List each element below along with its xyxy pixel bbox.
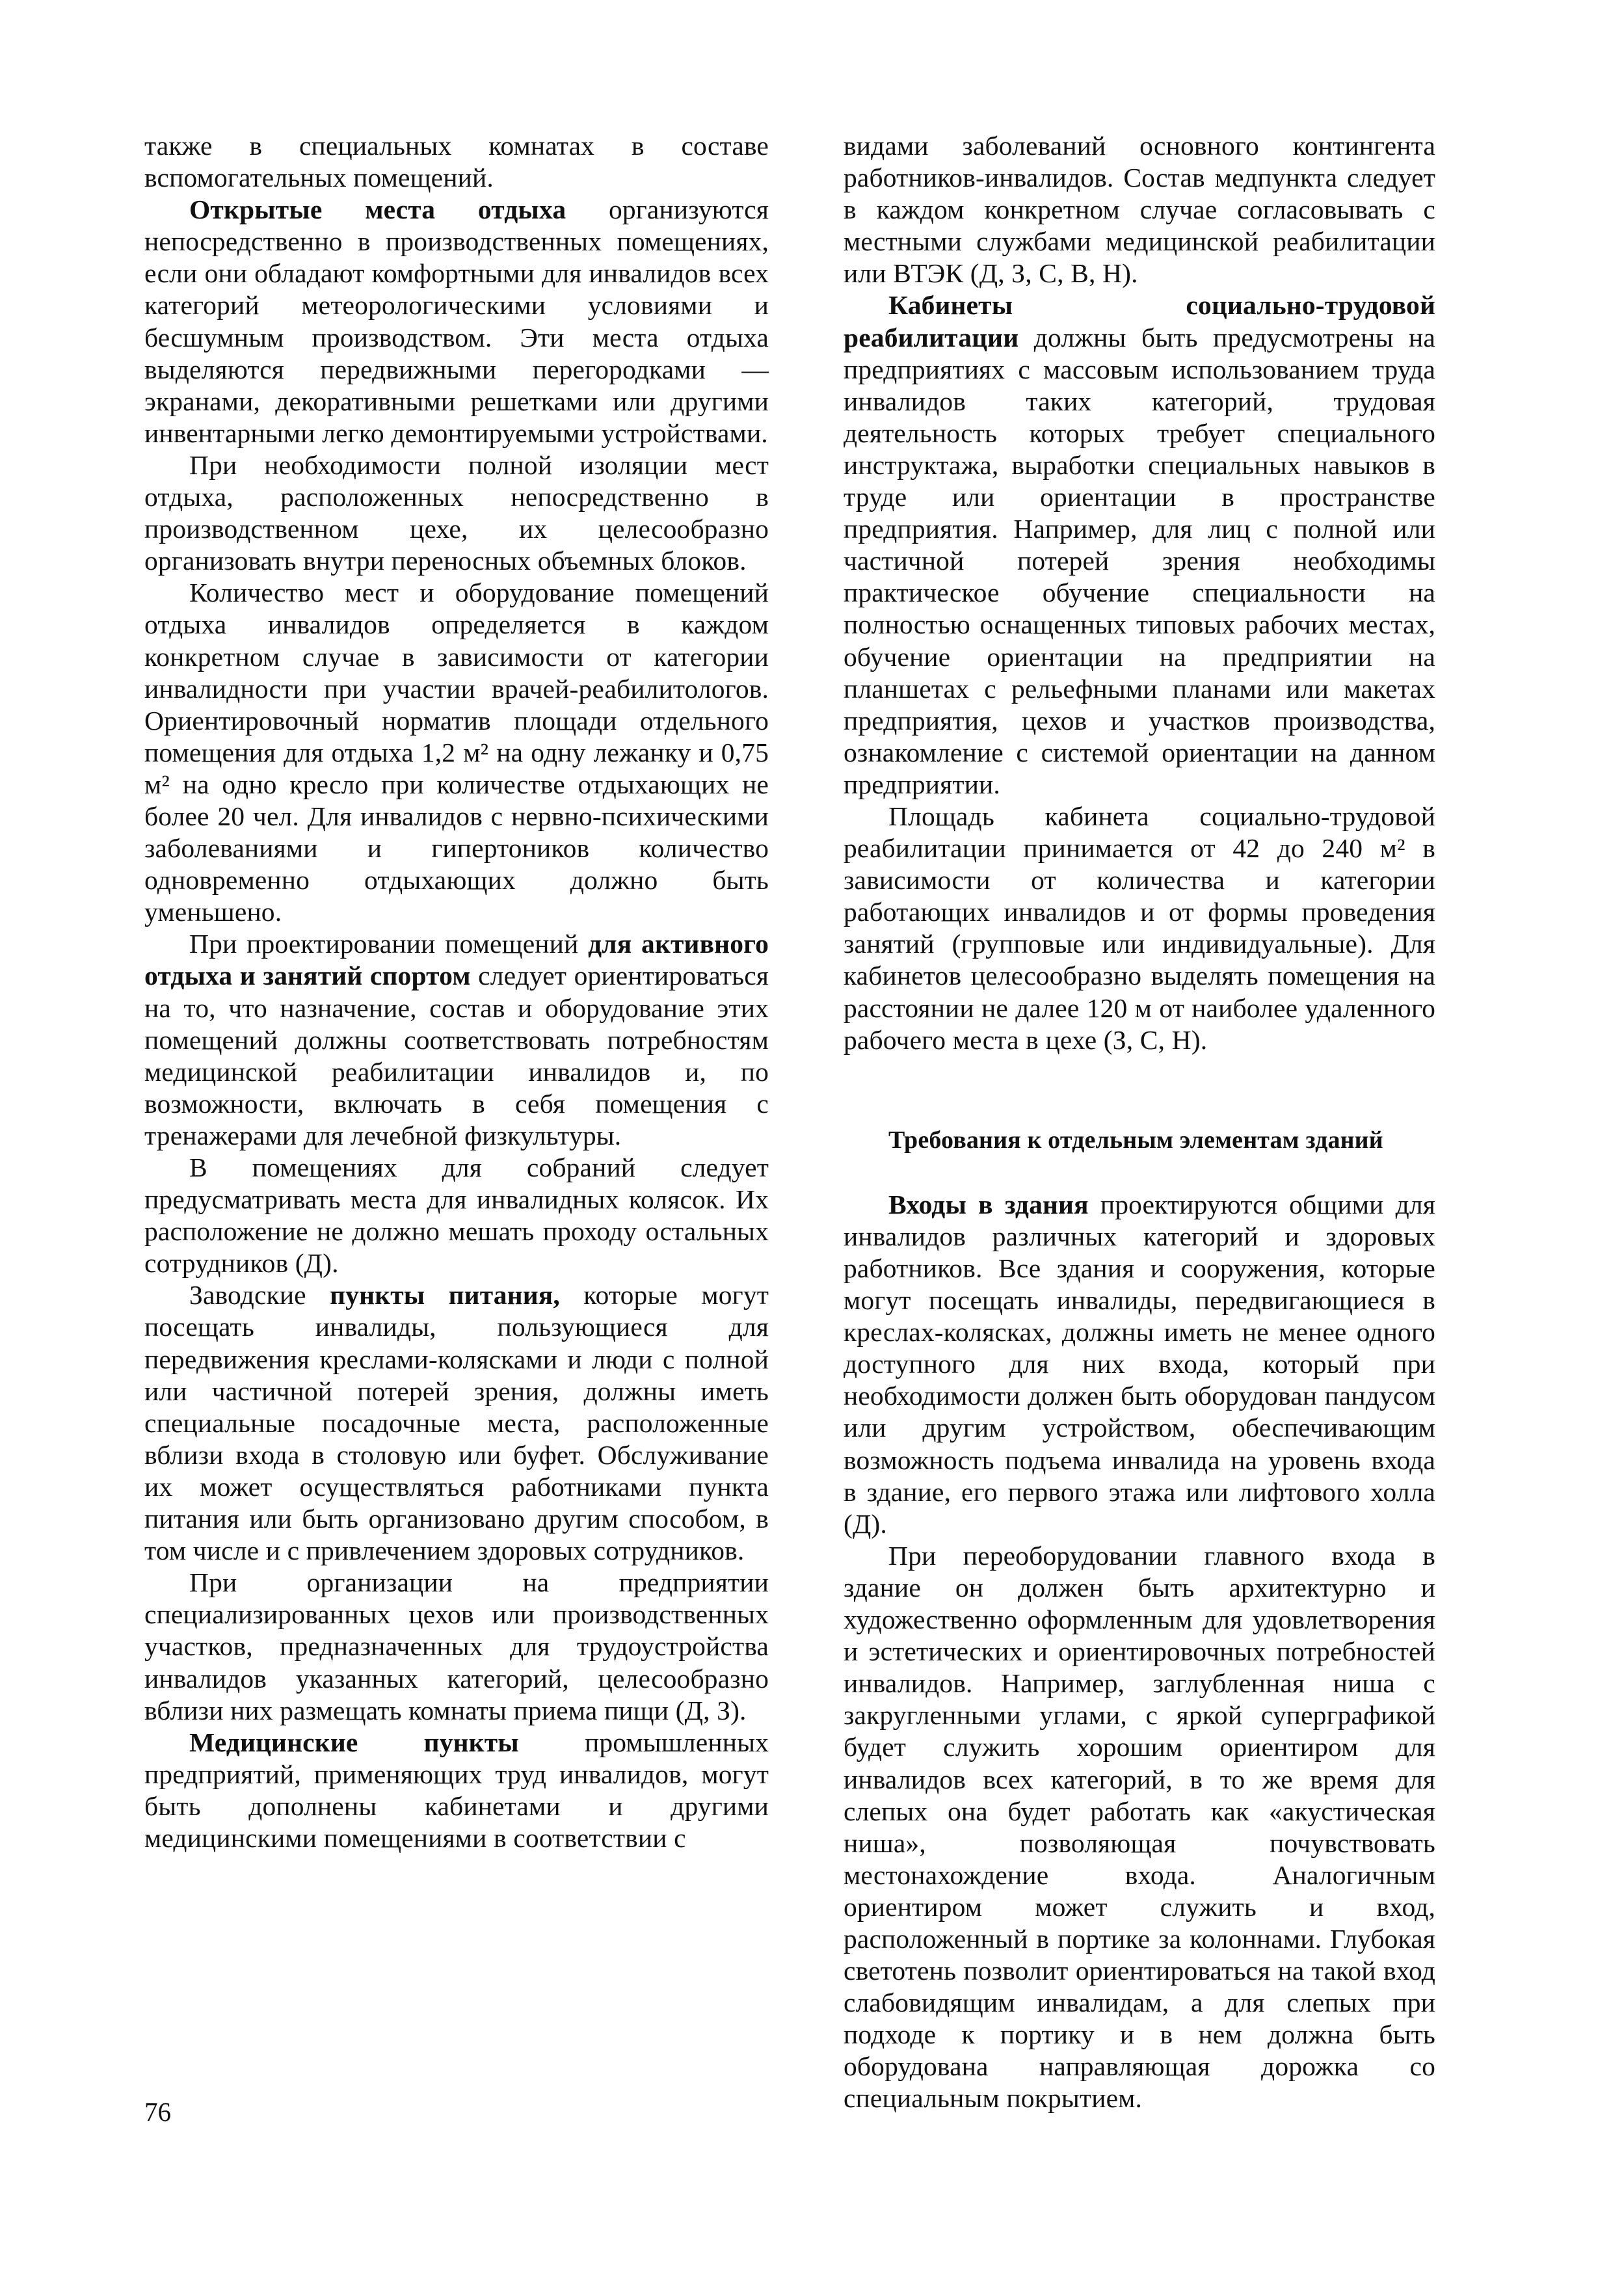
paragraph: Заводские пункты питания, которые могут посещать инвалиды, пользующиеся для передвижения креслами-колясками и люди с полной или частичной потерей зрения, должны иметь специальные посадочные места, расположенные вблизи входа в столовую или буфет. Обслуживание их может осуществляться работниками пункта питания или быть организовано другим способом, в том числе и с привлечением здоровых сотрудников. — [144, 1280, 769, 1566]
bold-term: пункты питания, — [330, 1280, 560, 1310]
bold-term: Кабинеты социально-трудовой реабилитации — [844, 290, 1435, 353]
paragraph: видами заболеваний основного контингента работников-инвалидов. Состав медпункта следует в каждом конкретном случае согласовывать с местными службами медицинской реабилитации или ВТЭК (Д, З, С, В, Н). — [844, 131, 1435, 289]
bold-term: для активного отдыха и занятий спортом — [144, 929, 769, 991]
bold-term: Медицинские пункты — [189, 1727, 519, 1757]
paragraph: При переоборудовании главного входа в здание он должен быть архитектурно и художественно оформленным для удовлетворения и эстетических и ориентировочных потребностей инвалидов. Например, заглубленная ниша с закругленными углами, с яркой суперграфикой будет служить хорошим ориентиром для инвалидов всех категорий, в то же время для слепых она будет работать как «акустическая ниша», позволяющая почувствовать местонахождение входа. Аналогичным ориентиром может служить и вход, расположенный в портике за колоннами. Глубокая светотень позволит ориентироваться на такой вход слабовидящим инвалидам, а для слепых при подходе к портику и в нем должна быть оборудована направляющая дорожка со специальным покрытием. — [844, 1540, 1435, 2114]
section-heading: Требования к отдельным элементам зданий — [888, 1126, 1383, 1154]
paragraph: В помещениях для собраний следует предусматривать места для инвалидных колясок. Их расположение не должно мешать проходу остальных сотрудников (Д). — [144, 1152, 769, 1279]
scan-edge — [1436, 117, 1624, 2159]
paragraph: Кабинеты социально-трудовой реабилитации должны быть предусмотрены на предприятиях с массовым использованием труда инвалидов таких категорий, трудовая деятельность которых требует специального инструктажа, выработки специальных навыков в труде или ориентации в пространстве предприятия. Например, для лиц с полной или частичной потерей зрения необходимы практическое обучение специальности на полностью оснащенных типовых рабочих местах, обучение ориентации на предприятии на планшетах с рельефными планами или макетах предприятия, цехов и участков производства, ознакомление с системой ориентации на данном предприятии. — [844, 290, 1435, 799]
paragraph: также в специальных комнатах в составе вспомогательных помещений. — [144, 131, 769, 193]
paragraph: Открытые места отдыха организуются непосредственно в производственных помещениях, если они обладают комфортными для инвалидов всех категорий метеорологическими условиями и бесшумным производством. Эти места отдыха выделяются передвижными перегородками — экранами, декоративными решетками или другими инвентарными легко демонтируемыми устройствами. — [144, 194, 769, 448]
paragraph: Входы в здания проектируются общими для инвалидов различных категорий и здоровых работников. Все здания и сооружения, которые могут посещать инвалиды, передвигающиеся в креслах-колясках, должны иметь не менее одного доступного для них входа, который при необходимости должен быть оборудован пандусом или другим устройством, обеспечивающим возможность подъема инвалида на уровень входа в здание, его первого этажа или лифтового холла (Д). — [844, 1189, 1435, 1539]
paragraph: Количество мест и оборудование помещений отдыха инвалидов определяется в каждом конкретном случае в зависимости от категории инвалидности при участии врачей-реабилитологов. Ориентировочный норматив площади отдельного помещения для отдыха 1,2 м² на одну лежанку и 0,75 м² на одно кресло при количестве отдыхающих не более 20 чел. Для инвалидов с нервно-психическими заболеваниями и гипертоников количество одновременно отдыхающих должно быть уменьшено. — [144, 578, 769, 927]
paragraph: Площадь кабинета социально-трудовой реабилитации принимается от 42 до 240 м² в зависимости от количества и категории работающих инвалидов и от формы проведения занятий (групповые или индивидуальные). Для кабинетов целесообразно выделять помещения на расстоянии не далее 120 м от наиболее удаленного рабочего места в цехе (З, С, Н). — [844, 801, 1435, 1055]
bold-term: Открытые места отдыха — [189, 194, 566, 225]
paragraph: Медицинские пункты промышленных предприятий, применяющих труд инвалидов, могут быть дополнены кабинетами и другими медицинскими помещениями в соответствии с — [144, 1727, 769, 1853]
paragraph: При проектировании помещений для активного отдыха и занятий спортом следует ориентироваться на то, что назначение, состав и оборудование этих помещений должны соответствовать потребностям медицинской реабилитации инвалидов и, по возможности, включать в себя помещения с тренажерами для лечебной физкультуры. — [144, 929, 769, 1151]
page-number: 76 — [144, 2097, 171, 2127]
paragraph: При необходимости полной изоляции мест отдыха, расположенных непосредственно в производственном цехе, их целесообразно организовать внутри переносных объемных блоков. — [144, 449, 769, 576]
left-column — [144, 130, 769, 1854]
paragraph: При организации на предприятии специализированных цехов или производственных участков, предназначенных для трудоустройства инвалидов указанных категорий, целесообразно вблизи них размещать комнаты приема пищи (Д, З). — [144, 1567, 769, 1725]
bold-term: Входы в здания — [888, 1189, 1089, 1219]
